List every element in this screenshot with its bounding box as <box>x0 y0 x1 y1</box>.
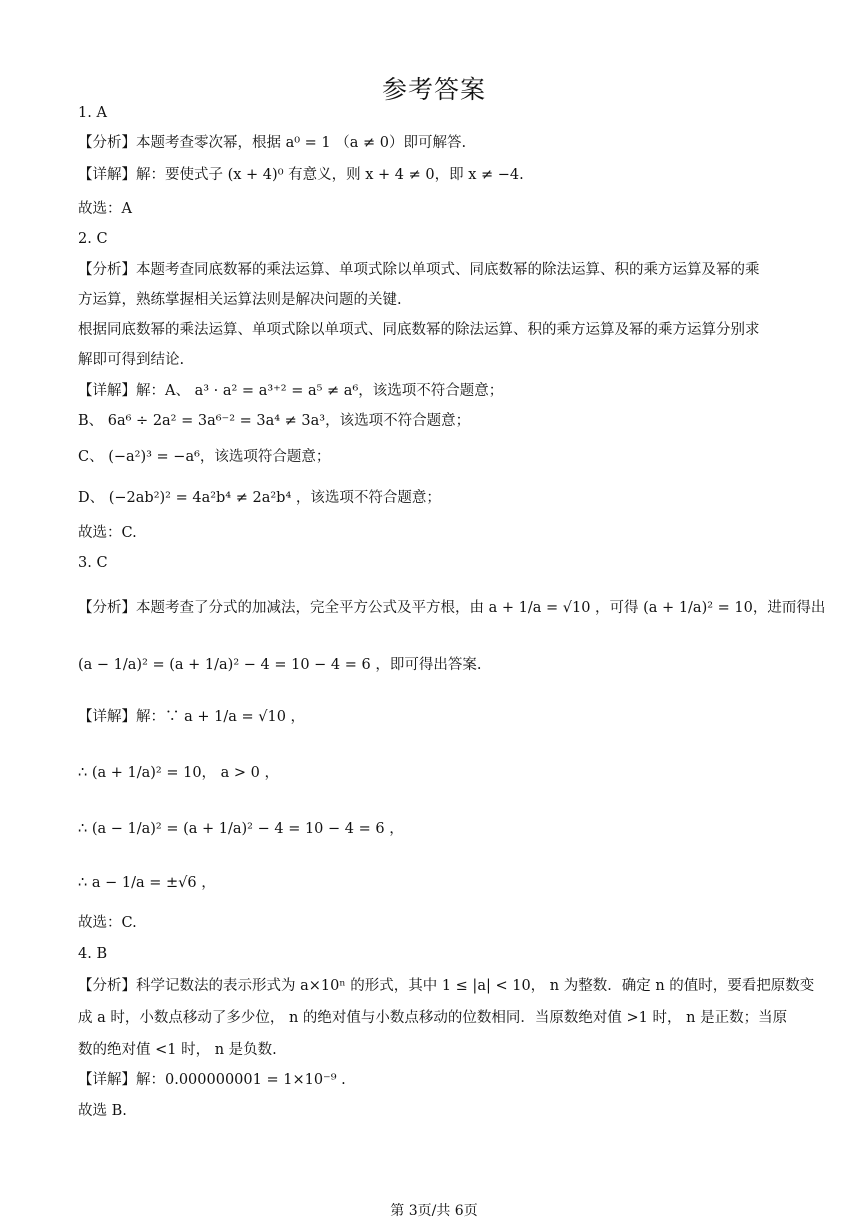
q2-analysis-line-2: 方运算，熟练掌握相关运算法则是解决问题的关键. <box>78 292 402 308</box>
page-title: 参考答案 <box>381 75 486 104</box>
q2-choice: 故选：C. <box>78 525 137 541</box>
q4-number: 4. B <box>78 946 108 962</box>
q4-analysis-line-2: 成 a 时，小数点移动了多少位， n 的绝对值与小数点移动的位数相同．当原数绝对值 >1 时， n 是正数；当原 <box>78 1010 788 1026</box>
page-footer: 第 3页/共 6页 <box>390 1203 478 1219</box>
q1-analysis: 【分析】本题考查零次幂，根据 a⁰ = 1 （a ≠ 0）即可解答. <box>78 135 467 151</box>
q3-detail-line-2: ∴ (a + 1/a)² = 10， a > 0 ， <box>78 765 280 781</box>
q2-analysis-line-3: 根据同底数幂的乘法运算、单项式除以单项式、同底数幂的除法运算、积的乘方运算及幂的乘方运算分别求 <box>78 322 760 338</box>
q3-analysis-line-2: (a − 1/a)² = (a + 1/a)² − 4 = 10 − 4 = 6 ，即可得出答案. <box>78 657 482 673</box>
q2-detail-b: B、 6a⁶ ÷ 2a² = 3a⁶⁻² = 3a⁴ ≠ 3a³，该选项不符合题意； <box>78 413 471 429</box>
q2-number: 2. C <box>78 231 108 247</box>
q2-detail-d: D、 (−2ab²)² = 4a²b⁴ ≠ 2a²b⁴ ，该选项不符合题意； <box>78 490 441 506</box>
q3-number: 3. C <box>78 555 108 571</box>
q1-detail: 【详解】解：要使式子 (x + 4)⁰ 有意义，则 x + 4 ≠ 0，即 x ≠ −4. <box>78 167 524 183</box>
q1-number: 1. A <box>78 105 107 121</box>
q2-analysis-line-1: 【分析】本题考查同底数幂的乘法运算、单项式除以单项式、同底数幂的除法运算、积的乘方运算及幂的乘 <box>78 262 760 278</box>
q2-analysis-line-4: 解即可得到结论. <box>78 352 185 368</box>
q4-analysis-line-1: 【分析】科学记数法的表示形式为 a×10ⁿ 的形式，其中 1 ≤ |a| < 10， n 为整数．确定 n 的值时，要看把原数变 <box>78 978 815 994</box>
q3-detail-line-4: ∴ a − 1/a = ±√6 ， <box>78 875 216 891</box>
q4-analysis-line-3: 数的绝对值 <1 时， n 是负数. <box>78 1042 277 1058</box>
q2-detail-c: C、 (−a²)³ = −a⁶，该选项符合题意； <box>78 449 331 465</box>
q4-detail: 【详解】解：0.000000001 = 1×10⁻⁹ . <box>78 1072 346 1088</box>
q4-choice: 故选 B. <box>78 1103 127 1119</box>
q3-detail-line-1: 【详解】解：∵ a + 1/a = √10 ， <box>78 709 306 725</box>
q1-choice: 故选：A <box>78 201 132 217</box>
q3-analysis-line-1: 【分析】本题考查了分式的加减法，完全平方公式及平方根，由 a + 1/a = √10 ，可得 (a + 1/a)² = 10，进而得出 <box>78 600 826 616</box>
q3-detail-line-3: ∴ (a − 1/a)² = (a + 1/a)² − 4 = 10 − 4 = 6 ， <box>78 821 404 837</box>
q2-detail-a: 【详解】解：A、 a³ · a² = a³⁺² = a⁵ ≠ a⁶，该选项不符合题意； <box>78 383 504 399</box>
q3-choice: 故选：C. <box>78 915 137 931</box>
